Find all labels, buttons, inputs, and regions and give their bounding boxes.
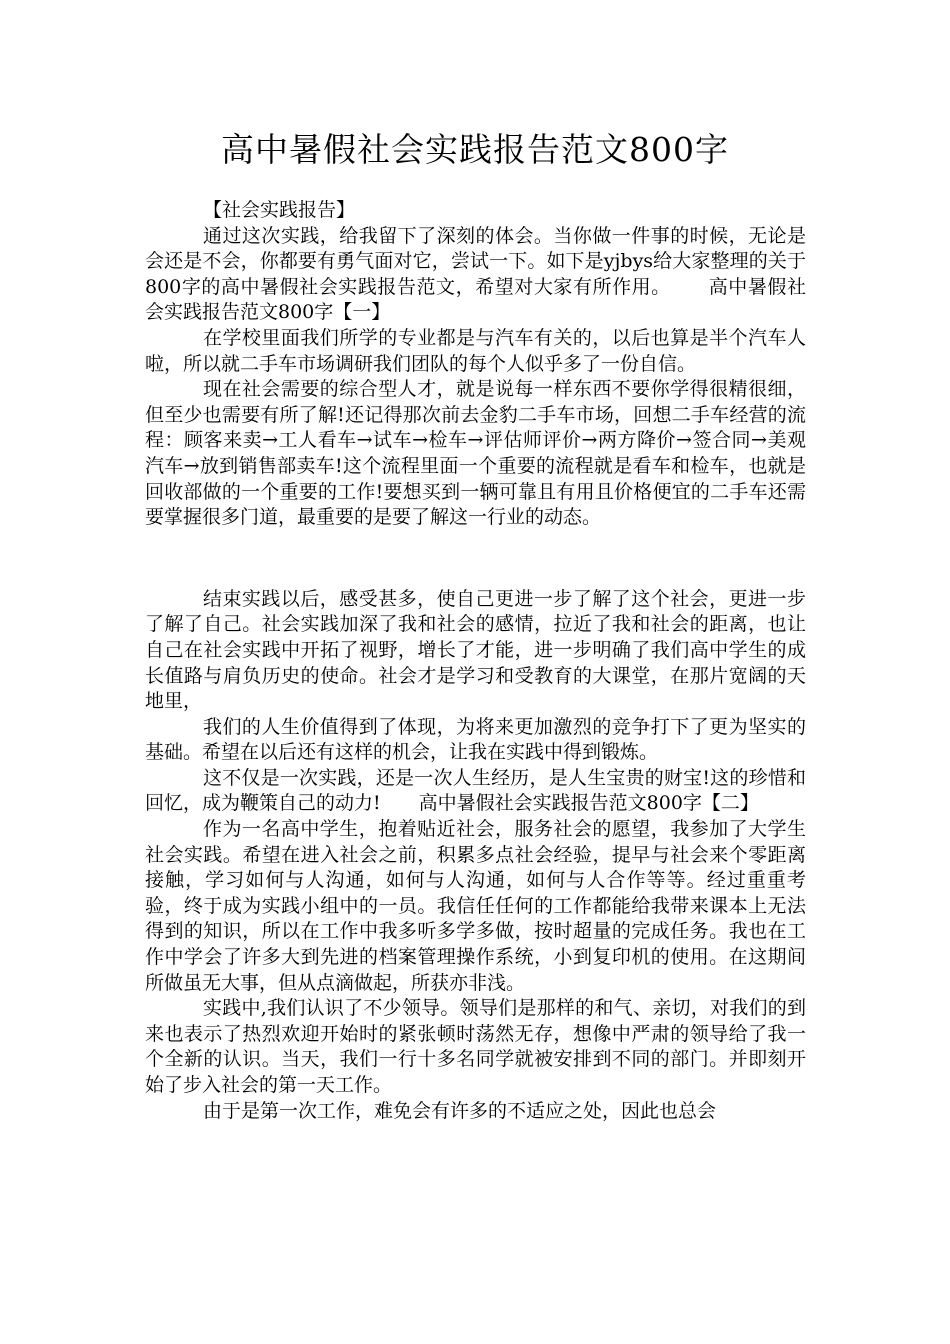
paragraph: 由于是第一次工作，难免会有许多的不适应之处，因此也总会 xyxy=(203,1099,717,1122)
paragraph-text: 这不仅是一次实践，还是一次人生经历，是人生宝贵的财宝!这的珍惜和回忆，成为鞭策自己的动力! xyxy=(145,766,806,815)
paragraph: 结束实践以后，感受甚多，使自己更进一步了解了这个社会，更进一步了解了自己。社会实践加深了我和社会的感情，拉近了我和社会的距离，也让自己在社会实践中开拓了视野，增长了才能，进一步明确了我们高中学生的成长值路与肩负历史的使命。社会才是学习和受教育的大课堂，在那片宽阔的天地里， xyxy=(145,587,806,713)
paragraph: 我们的人生价值得到了体现，为将来更加激烈的竞争打下了更为坚实的基础。希望在以后还有这样的机会，让我在实践中得到锻炼。 xyxy=(145,715,806,764)
document-body xyxy=(145,198,806,1124)
paragraph: 现在社会需要的综合型人才，就是说每一样东西不要你学得很精很细，但至少也需要有所了解!还记得那次前去金豹二手车市场，回想二手车经营的流程：顾客来卖→工人看车→试车→检车→评估师评价→两方降价→签合同→美观汽车→放到销售部卖车!这个流程里面一个重要的流程就是看车和检车，也就是回收部做的一个重要的工作!要想买到一辆可靠且有用且价格便宜的二手车还需要掌握很多门道，最重要的是要了解这一行业的动态。 xyxy=(145,378,806,529)
category-tag: 【社会实践报告】 xyxy=(203,199,356,221)
intro-text: 通过这次实践，给我留下了深刻的体会。当你做一件事的时候，无论是会还是不会，你都要有勇气面对它，尝试一下。如下是yjbys给大家整理的关于800字的高中暑假社会实践报告范文，希望对大家有所作用。 xyxy=(145,224,806,298)
document-title: 高中暑假社会实践报告范文800字 xyxy=(221,130,729,169)
paragraph: 在学校里面我们所学的专业都是与汽车有关的，以后也算是半个汽车人啦，所以就二手车市场调研我们团队的每个人似乎多了一份自信。 xyxy=(145,326,806,375)
paragraph: 作为一名高中学生，抱着贴近社会，服务社会的愿望，我参加了大学生社会实践。希望在进入社会之前，积累多点社会经验，提早与社会来个零距离接触，学习如何与人沟通，如何与人沟通，如何与人合作等等。经过重重考验，终于成为实践小组中的一员。我信任任何的工作都能给我带来课本上无法得到的知识，所以在工作中我多听多学多做，按时超量的完成任务。我也在工作中学会了许多大到先进的档案管理操作系统，小到复印机的使用。在这期间所做虽无大事，但从点滴做起，所获亦非浅。 xyxy=(145,818,806,994)
intro-paragraph xyxy=(145,224,806,326)
blank-space xyxy=(145,531,806,587)
section-1-heading: 高中暑假社会实践报告范文800字【一】 xyxy=(145,275,806,324)
paragraph-with-heading xyxy=(145,766,806,817)
paragraph: 实践中,我们认识了不少领导。领导们是那样的和气、亲切，对我们的到来也表示了热烈欢迎开始时的紧张顿时荡然无存，想像中严肃的领导给了我一个全新的认识。当天，我们一行十多名同学就被安排到不同的部门。并即刻开始了步入社会的第一天工作。 xyxy=(145,997,806,1096)
section-2-heading: 高中暑假社会实践报告范文800字【二】 xyxy=(418,792,759,815)
